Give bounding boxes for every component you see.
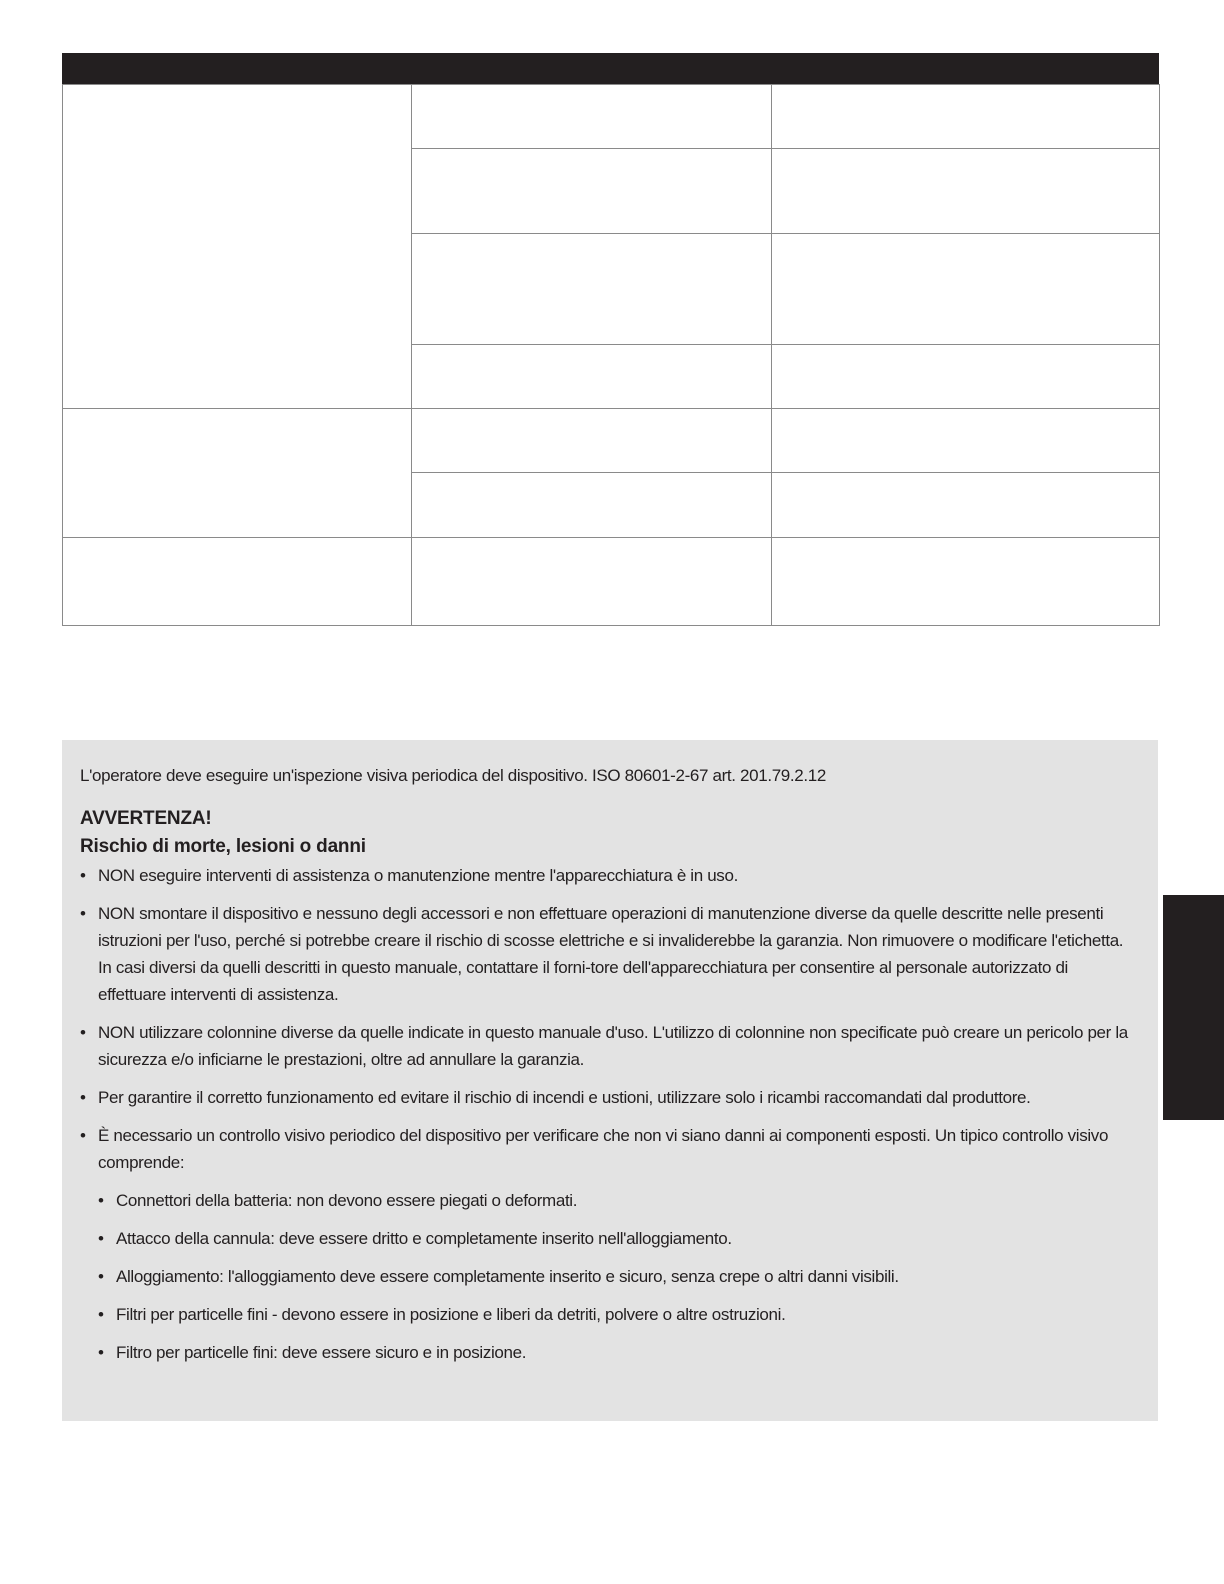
list-item (80, 1019, 1128, 1073)
table-cell (63, 409, 412, 538)
list-item-text: Alloggiamento: l'alloggiamento deve essere completamente inserito e sicuro, senza crepe o altri danni visibili. (116, 1267, 899, 1286)
bullet-icon: • (98, 1191, 104, 1210)
inspection-box (62, 740, 1158, 1421)
table-cell (412, 345, 772, 409)
bullet-icon: • (80, 1023, 86, 1042)
list-item-text: Connettori della batteria: non devono essere piegati o deformati. (116, 1191, 578, 1210)
table-cell (772, 234, 1160, 345)
list-item-text: Filtro per particelle fini: deve essere sicuro e in posizione. (116, 1343, 527, 1362)
list-item (98, 1187, 1128, 1214)
list-item (98, 1301, 1128, 1328)
list-item-text: Per garantire il corretto funzionamento ed evitare il rischio di incendi e ustioni, utilizzare solo i ricambi raccomandati dal produttore. (98, 1088, 1031, 1107)
bullet-icon: • (80, 1088, 86, 1107)
bullet-icon: • (98, 1267, 104, 1286)
table-cell (412, 538, 772, 626)
list-item (80, 900, 1128, 1008)
warning-subtitle: Rischio di morte, lesioni o danni (80, 836, 366, 857)
table-row (63, 538, 1160, 626)
list-item-text: NON utilizzare colonnine diverse da quelle indicate in questo manuale d'uso. L'utilizzo di colonnine non specificate può creare un pericolo per la sicurezza e/o inficiarne le prestazioni, oltre ad annullare la garanzia. (98, 1023, 1128, 1069)
table-cell (412, 409, 772, 473)
bullet-icon: • (80, 866, 86, 885)
bullet-icon: • (98, 1343, 104, 1362)
list-item-text: È necessario un controllo visivo periodico del dispositivo per verificare che non vi siano danni ai componenti esposti. Un tipico controllo visivo comprende: (98, 1126, 1109, 1172)
list-item (80, 1122, 1128, 1176)
warning-list (80, 862, 1128, 1176)
inspection-intro: L'operatore deve eseguire un'ispezione visiva periodica del dispositivo. ISO 80601-2-67 art. 201.79.2.12 (80, 766, 826, 785)
bullet-icon: • (80, 1126, 86, 1145)
table-cell (412, 149, 772, 234)
bullet-icon: • (98, 1229, 104, 1248)
bullet-icon: • (80, 904, 86, 923)
table-cell (772, 85, 1160, 149)
list-item (98, 1225, 1128, 1252)
list-item (98, 1339, 1128, 1366)
warning-title: AVVERTENZA! (80, 808, 212, 829)
table-cell (772, 149, 1160, 234)
list-item-text: Filtri per particelle fini - devono essere in posizione e liberi da detriti, polvere o altre ostruzioni. (116, 1305, 786, 1324)
table-header-bar (62, 53, 1159, 84)
grid-table (62, 84, 1160, 626)
table-cell (412, 473, 772, 538)
list-item (98, 1263, 1128, 1290)
list-item-text: NON eseguire interventi di assistenza o manutenzione mentre l'apparecchiatura è in uso. (98, 866, 738, 885)
table-cell (772, 409, 1160, 473)
section-side-tab (1163, 895, 1224, 1120)
table-cell (772, 345, 1160, 409)
list-item (80, 862, 1128, 889)
table-cell (412, 234, 772, 345)
table-cell (63, 85, 412, 409)
list-item-text: Attacco della cannula: deve essere dritto e completamente inserito nell'alloggiamento. (116, 1229, 732, 1248)
table-cell (412, 85, 772, 149)
list-item-text: NON smontare il dispositivo e nessuno degli accessori e non effettuare operazioni di manutenzione diverse da quelle descritte nelle presenti istruzioni per l'uso, perché si potrebbe creare il rischio di scosse elettriche e si invaliderebbe la garanzia. Non rimuovere o modificare l'etichetta. In casi diversi da quelli descritti in questo manuale, contattare il forni-tore dell'apparecchiatura per consentire al personale autorizzato di effettuare interventi di assistenza. (98, 904, 1124, 1004)
table-cell (772, 473, 1160, 538)
table-row (63, 409, 1160, 473)
table-cell (63, 538, 412, 626)
table-row (63, 85, 1160, 149)
table-cell (772, 538, 1160, 626)
bullet-icon: • (98, 1305, 104, 1324)
list-item (80, 1084, 1128, 1111)
inspection-checklist (98, 1187, 1128, 1366)
